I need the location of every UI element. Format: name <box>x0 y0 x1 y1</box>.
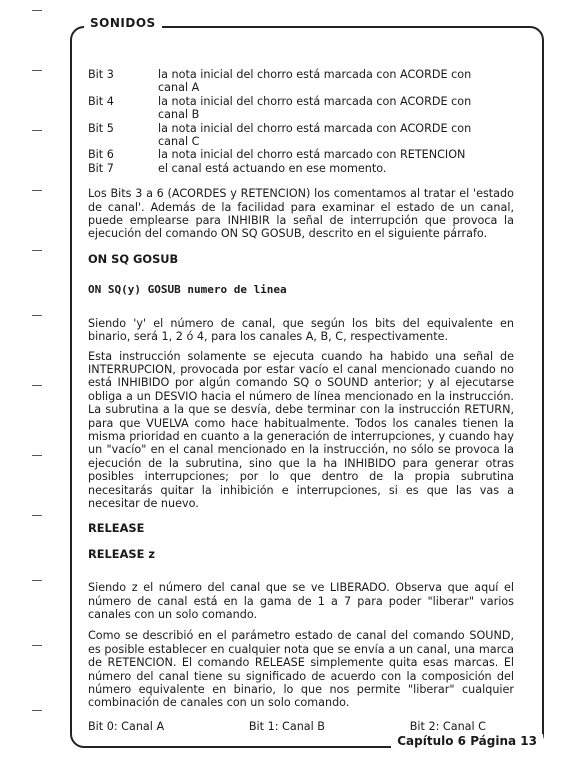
bit-label: Bit 5 <box>88 121 114 135</box>
bit-desc: la nota inicial del chorro está marcada con ACORDE con canal B <box>158 94 472 122</box>
margin-tick <box>32 10 42 11</box>
bit-list <box>88 68 514 175</box>
section-header: SONIDOS <box>84 16 162 30</box>
bit-label: Bit 7 <box>88 161 114 175</box>
page-footer: Capítulo 6 Página 13 <box>391 734 543 748</box>
bit-channel: Bit 2: Canal C <box>409 719 486 733</box>
margin-tick <box>32 710 42 711</box>
bit-row <box>88 148 514 161</box>
bit-label: Bit 6 <box>88 148 114 162</box>
bit-row <box>88 68 514 95</box>
margin-tick <box>32 515 42 516</box>
margin-tick <box>32 580 42 581</box>
paragraph: Como se describió en el parámetro estado de canal del comando SOUND, es posible establecer en cualquier nota que se envía a un canal, una marca de RETENCION. El comando RELEASE simplemente quita esas marcas. El número del canal tiene su significado de acuerdo con la composición del número equivalente en binario, lo que nos permite "liberar" cualquier combinación de canales con un solo comando. <box>88 629 514 710</box>
paragraph: Siendo z el número del canal que se ve LIBERADO. Observa que aquí el número de canal está en la gama de 1 a 7 para poder "liberar" varios canales con un solo comando. <box>88 581 514 621</box>
section-title: RELEASE <box>88 521 145 536</box>
margin-tick <box>32 130 42 131</box>
bit-label: Bit 4 <box>88 94 114 108</box>
bit-channel: Bit 0: Canal A <box>88 719 165 733</box>
bit-row <box>88 122 514 149</box>
bit-desc: la nota inicial del chorro está marcado con RETENCION <box>158 148 466 162</box>
bit-row <box>88 162 514 175</box>
margin-tick <box>32 190 42 191</box>
bit-label: Bit 3 <box>88 68 114 81</box>
command-syntax: ON SQ(y) GOSUB numero de linea <box>88 283 287 297</box>
bit-desc: la nota inicial del chorro está marcada con ACORDE con canal A <box>158 68 472 95</box>
margin-tick <box>32 385 42 386</box>
margin-tick <box>32 70 42 71</box>
margin-tick <box>32 315 42 316</box>
margin-tick <box>32 645 42 646</box>
bit-channel-list <box>88 720 514 733</box>
page-content <box>88 68 514 733</box>
command-syntax: RELEASE z <box>88 546 155 561</box>
margin-tick <box>32 455 42 456</box>
section-title: ON SQ GOSUB <box>88 251 179 266</box>
paragraph: Esta instrucción solamente se ejecuta cuando ha habido una señal de INTERRUPCION, provocada por estar vacío el canal mencionado cuando no está INHIBIDO por algún comando SQ o SOUND anterior; y al ejecutarse obliga a un DESVIO hacia el número de línea mencionado en la instrucción. La subrutina a la que se desvía, debe terminar con la instrucción RETURN, para que VUELVA como hace habitualmente. Todos los canales tienen la misma prioridad en cuanto a la generación de interrupciones, y cuando hay un "vacío" en el canal mencionado en la instrucción, no sólo se provoca la ejecución de la subrutina, sino que la ha INHIBIDO para generar otras posibles interrupciones; por lo que dentro de la propia subrutina necesitarás quitar la inhibición e interrupciones, si es que las vas a necesitar de nuevo. <box>88 349 514 510</box>
bit-channel: Bit 1: Canal B <box>248 719 325 733</box>
bit-desc: el canal está actuando en ese momento. <box>158 161 387 175</box>
margin-tick <box>32 250 42 251</box>
bit-row <box>88 95 514 122</box>
paragraph: Siendo 'y' el número de canal, que según los bits del equivalente en binario, será 1, 2 ó 4, para los canales A, B, C, respectivamente. <box>88 316 514 344</box>
paragraph: Los Bits 3 a 6 (ACORDES y RETENCION) los comentamos al tratar el 'estado de canal'. Además de la facilidad para examinar el estado de un canal, puede emplearse para INHIBIR la señal de interrupción que provoca la ejecución del comando ON SQ GOSUB, descrito en el siguiente párrafo. <box>88 187 514 241</box>
bit-desc: la nota inicial del chorro está marcada con ACORDE con canal C <box>158 121 472 149</box>
